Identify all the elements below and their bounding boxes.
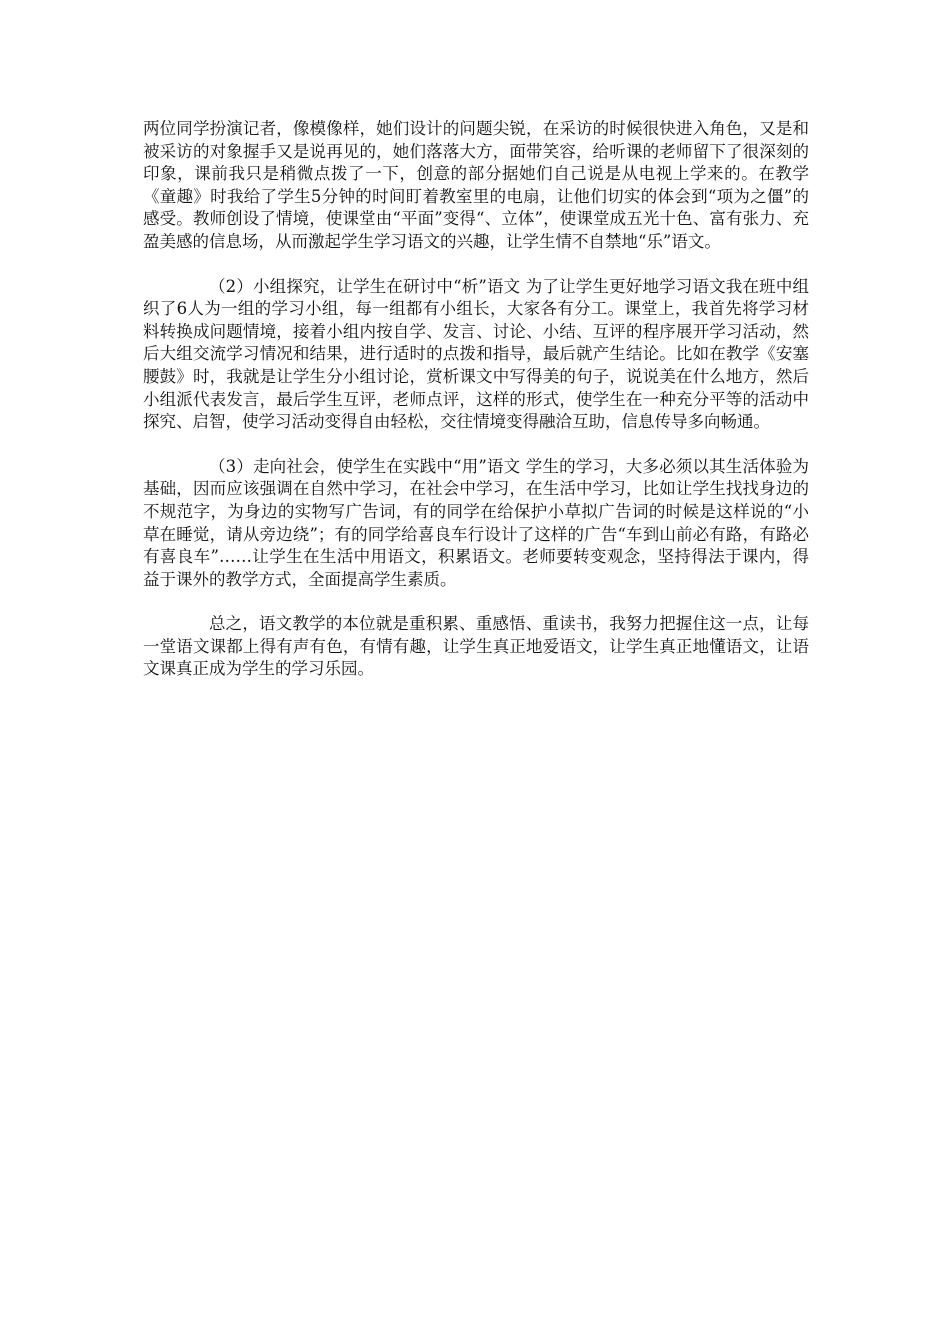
paragraph-group-inquiry: （2）小组探究，让学生在研讨中“析”语文 为了让学生更好地学习语文我在班中组织了6人为一组的学习小组，每一组都有小组长，大家各有分工。课堂上，我首先将学习材料转换成问题情境，接着小组内按自学、发言、讨论、小结、互评的程序展开学习活动，然后大组交流学习情况和结果，进行适时的点拨和指导，最后就产生结论。比如在教学《安塞腰鼓》时，我就是让学生分小组讨论，赏析课文中写得美的句子，说说美在什么地方，然后小组派代表发言，最后学生互评，老师点评，这样的形式，使学生在一种充分平等的活动中探究、启智，使学习活动变得自由轻松，交往情境变得融洽互助，信息传导多向畅通。 (143, 276, 809, 432)
paragraph-conclusion: 总之，语文教学的本位就是重积累、重感悟、重读书，我努力把握住这一点，让每一堂语文课都上得有声有色，有情有趣，让学生真正地爱语文，让学生真正地懂语文，让语文课真正成为学生的学习乐园。 (143, 614, 809, 679)
paragraph-social-practice: （3）走向社会，使学生在实践中“用”语文 学生的学习，大多必须以其生活体验为基础，因而应该强调在自然中学习，在社会中学习，在生活中学习，比如让学生找找身边的不规范字，为身边的实物写广告词，有的同学在给保护小草拟广告词的时候是这样说的“小草在睡觉，请从旁边绕”；有的同学给喜良车行设计了这样的广告“车到山前必有路，有路必有喜良车”……让学生在生活中用语文，积累语文。老师要转变观念，坚持得法于课内，得益于课外的教学方式，全面提高学生素质。 (143, 456, 809, 589)
paragraph-intro-continuation: 两位同学扮演记者，像模像样，她们设计的问题尖锐，在采访的时候很快进入角色，又是和被采访的对象握手又是说再见的，她们落落大方，面带笑容，给听课的老师留下了很深刻的印象，课前我只是稍微点拨了一下，创意的部分据她们自己说是从电视上学来的。在教学《童趣》时我给了学生5分钟的时间盯着教室里的电扇，让他们切实的体会到“项为之僵”的感受。教师创设了情境，使课堂由“平面”变得“、立体”，使课堂成五光十色、富有张力、充盈美感的信息场，从而激起学生学习语文的兴趣，让学生情不自禁地“乐”语文。 (143, 119, 809, 251)
document-body (143, 118, 809, 703)
